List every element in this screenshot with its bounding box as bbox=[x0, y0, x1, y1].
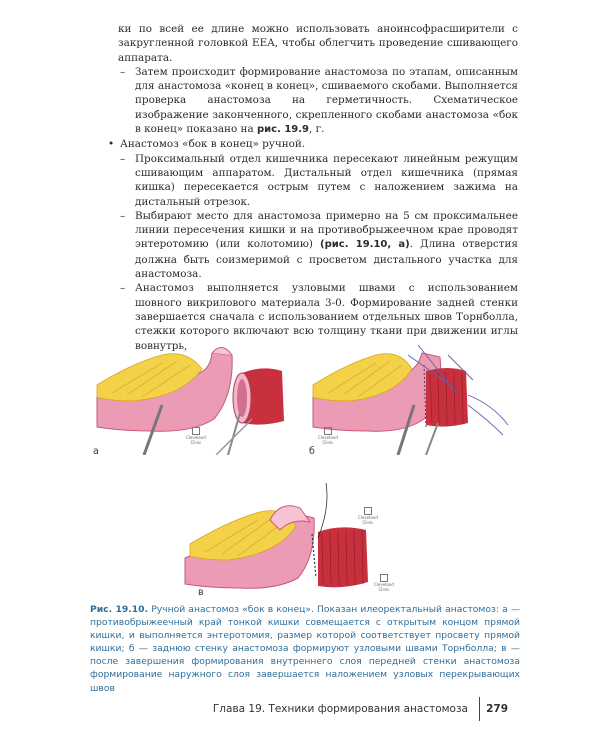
stamp-line-1: Cleveland bbox=[186, 435, 206, 440]
dash-mark: – bbox=[120, 209, 126, 222]
bullet-mark: • bbox=[108, 138, 115, 151]
dash-item-2 bbox=[118, 152, 518, 209]
forceps-2 bbox=[216, 419, 252, 455]
dash-mark: – bbox=[120, 65, 126, 78]
figure-ref-19-9[interactable]: рис. 19.9 bbox=[256, 124, 310, 136]
dash-item-1-end: , г. bbox=[309, 123, 325, 136]
clinic-stamp-top-v bbox=[358, 507, 378, 525]
clinic-stamp-a bbox=[186, 427, 206, 445]
stamp-line-1: Cleveland bbox=[318, 435, 338, 440]
stamp-line-1: Cleveland bbox=[358, 515, 378, 520]
figure-caption bbox=[90, 603, 520, 695]
caption-title: Рис. 19.10. bbox=[90, 604, 149, 615]
rectum bbox=[318, 527, 368, 587]
dash-item-1-text: Затем происходит формирование анастомоза по этапам, описанным для анастомоза «конец в конец», сшиваемого скобами. Выполняется проверка анастомоза на герметичность. Схематическое изображение законченного, скрепленного скобами анастомоза «бок в конец» показано на bbox=[135, 65, 518, 136]
needle-holder bbox=[426, 423, 438, 455]
body-text bbox=[108, 22, 518, 353]
dash-mark: – bbox=[120, 152, 126, 165]
dash-item-4-text: Анастомоз выполняется узловыми швами с использованием шовного викрилового материала 3-0. Формирование задней стенки завершается сначала с использованием отдельных швов Торнболла, стежки которого включают всю толщину ткани при движении иглы вовнутрь, bbox=[135, 282, 518, 352]
stamp-logo bbox=[192, 427, 200, 435]
figure-ref-19-10a[interactable]: (рис. 19.10, а) bbox=[320, 239, 410, 251]
running-title: Глава 19. Техники формирования анастомоза bbox=[212, 703, 468, 715]
stamp-line-2: Clinic bbox=[322, 440, 334, 445]
page-footer bbox=[212, 695, 530, 725]
bullet-item-text: Анастомоз «бок в конец» ручной. bbox=[120, 138, 306, 151]
stamp-logo bbox=[324, 427, 332, 435]
dash-item-1 bbox=[118, 65, 518, 137]
dash-item-3-end: . Длина отверстия должна быть соизмеримой с просветом дистального участка для анастомоза. bbox=[135, 238, 518, 281]
stamp-line-2: Clinic bbox=[378, 587, 390, 592]
stamp-line-2: Clinic bbox=[190, 440, 202, 445]
figure-label-v: в bbox=[198, 587, 204, 598]
footer-separator bbox=[479, 697, 480, 721]
forceps bbox=[228, 413, 240, 455]
paragraph-1 bbox=[118, 22, 518, 65]
stamp-line-2: Clinic bbox=[362, 520, 374, 525]
dash-item-3 bbox=[118, 209, 518, 281]
rectum-lumen-inner bbox=[237, 379, 247, 417]
figure-label-a: а bbox=[93, 446, 99, 457]
clinic-stamp-v bbox=[374, 574, 394, 592]
stamp-logo bbox=[380, 574, 388, 582]
caption-text: Ручной анастомоз «бок в конец». Показан илеоректальный анастомоз: а — противобрыжеечный край тонкой кишки совмещается с открытым концом прямой кишки, и выполняется энтеротомия, размер которой соответствует просвету прямой кишки; б — заднюю стенку анастомоза формируют узловыми швами Торнболла; в — после завершения формирования внутреннего слоя передней стенки анастомоза формирование наружного слоя завершается наложением узловых перекрывающих швов bbox=[90, 604, 521, 694]
page-number: 279 bbox=[486, 703, 508, 715]
clinic-stamp-b bbox=[318, 427, 338, 445]
figure-label-b: б bbox=[309, 446, 315, 457]
stamp-logo bbox=[364, 507, 372, 515]
paragraph-1-text: ки по всей ее длине можно использовать аноинсофрасширители с закругленной головкой EEA, чтобы облегчить проведение сшивающего аппарата. bbox=[118, 23, 518, 64]
dash-item-3-text: Выбирают место для анастомоза примерно на 5 см проксимальнее линии пересечения кишки и на противобрыжеечном крае проводят энтеротомию (или колотомию) bbox=[135, 209, 518, 251]
stamp-line-1: Cleveland bbox=[374, 582, 394, 587]
bullet-item bbox=[108, 137, 518, 151]
dash-mark: – bbox=[120, 282, 126, 295]
dash-item-2-text: Проксимальный отдел кишечника пересекают линейным режущим сшивающим аппаратом. Дистальный отдел кишечника (прямая кишка) пересекается острым путем с наложением зажима на дистальный отрезок. bbox=[135, 152, 518, 208]
figure-panel-b bbox=[308, 335, 523, 455]
